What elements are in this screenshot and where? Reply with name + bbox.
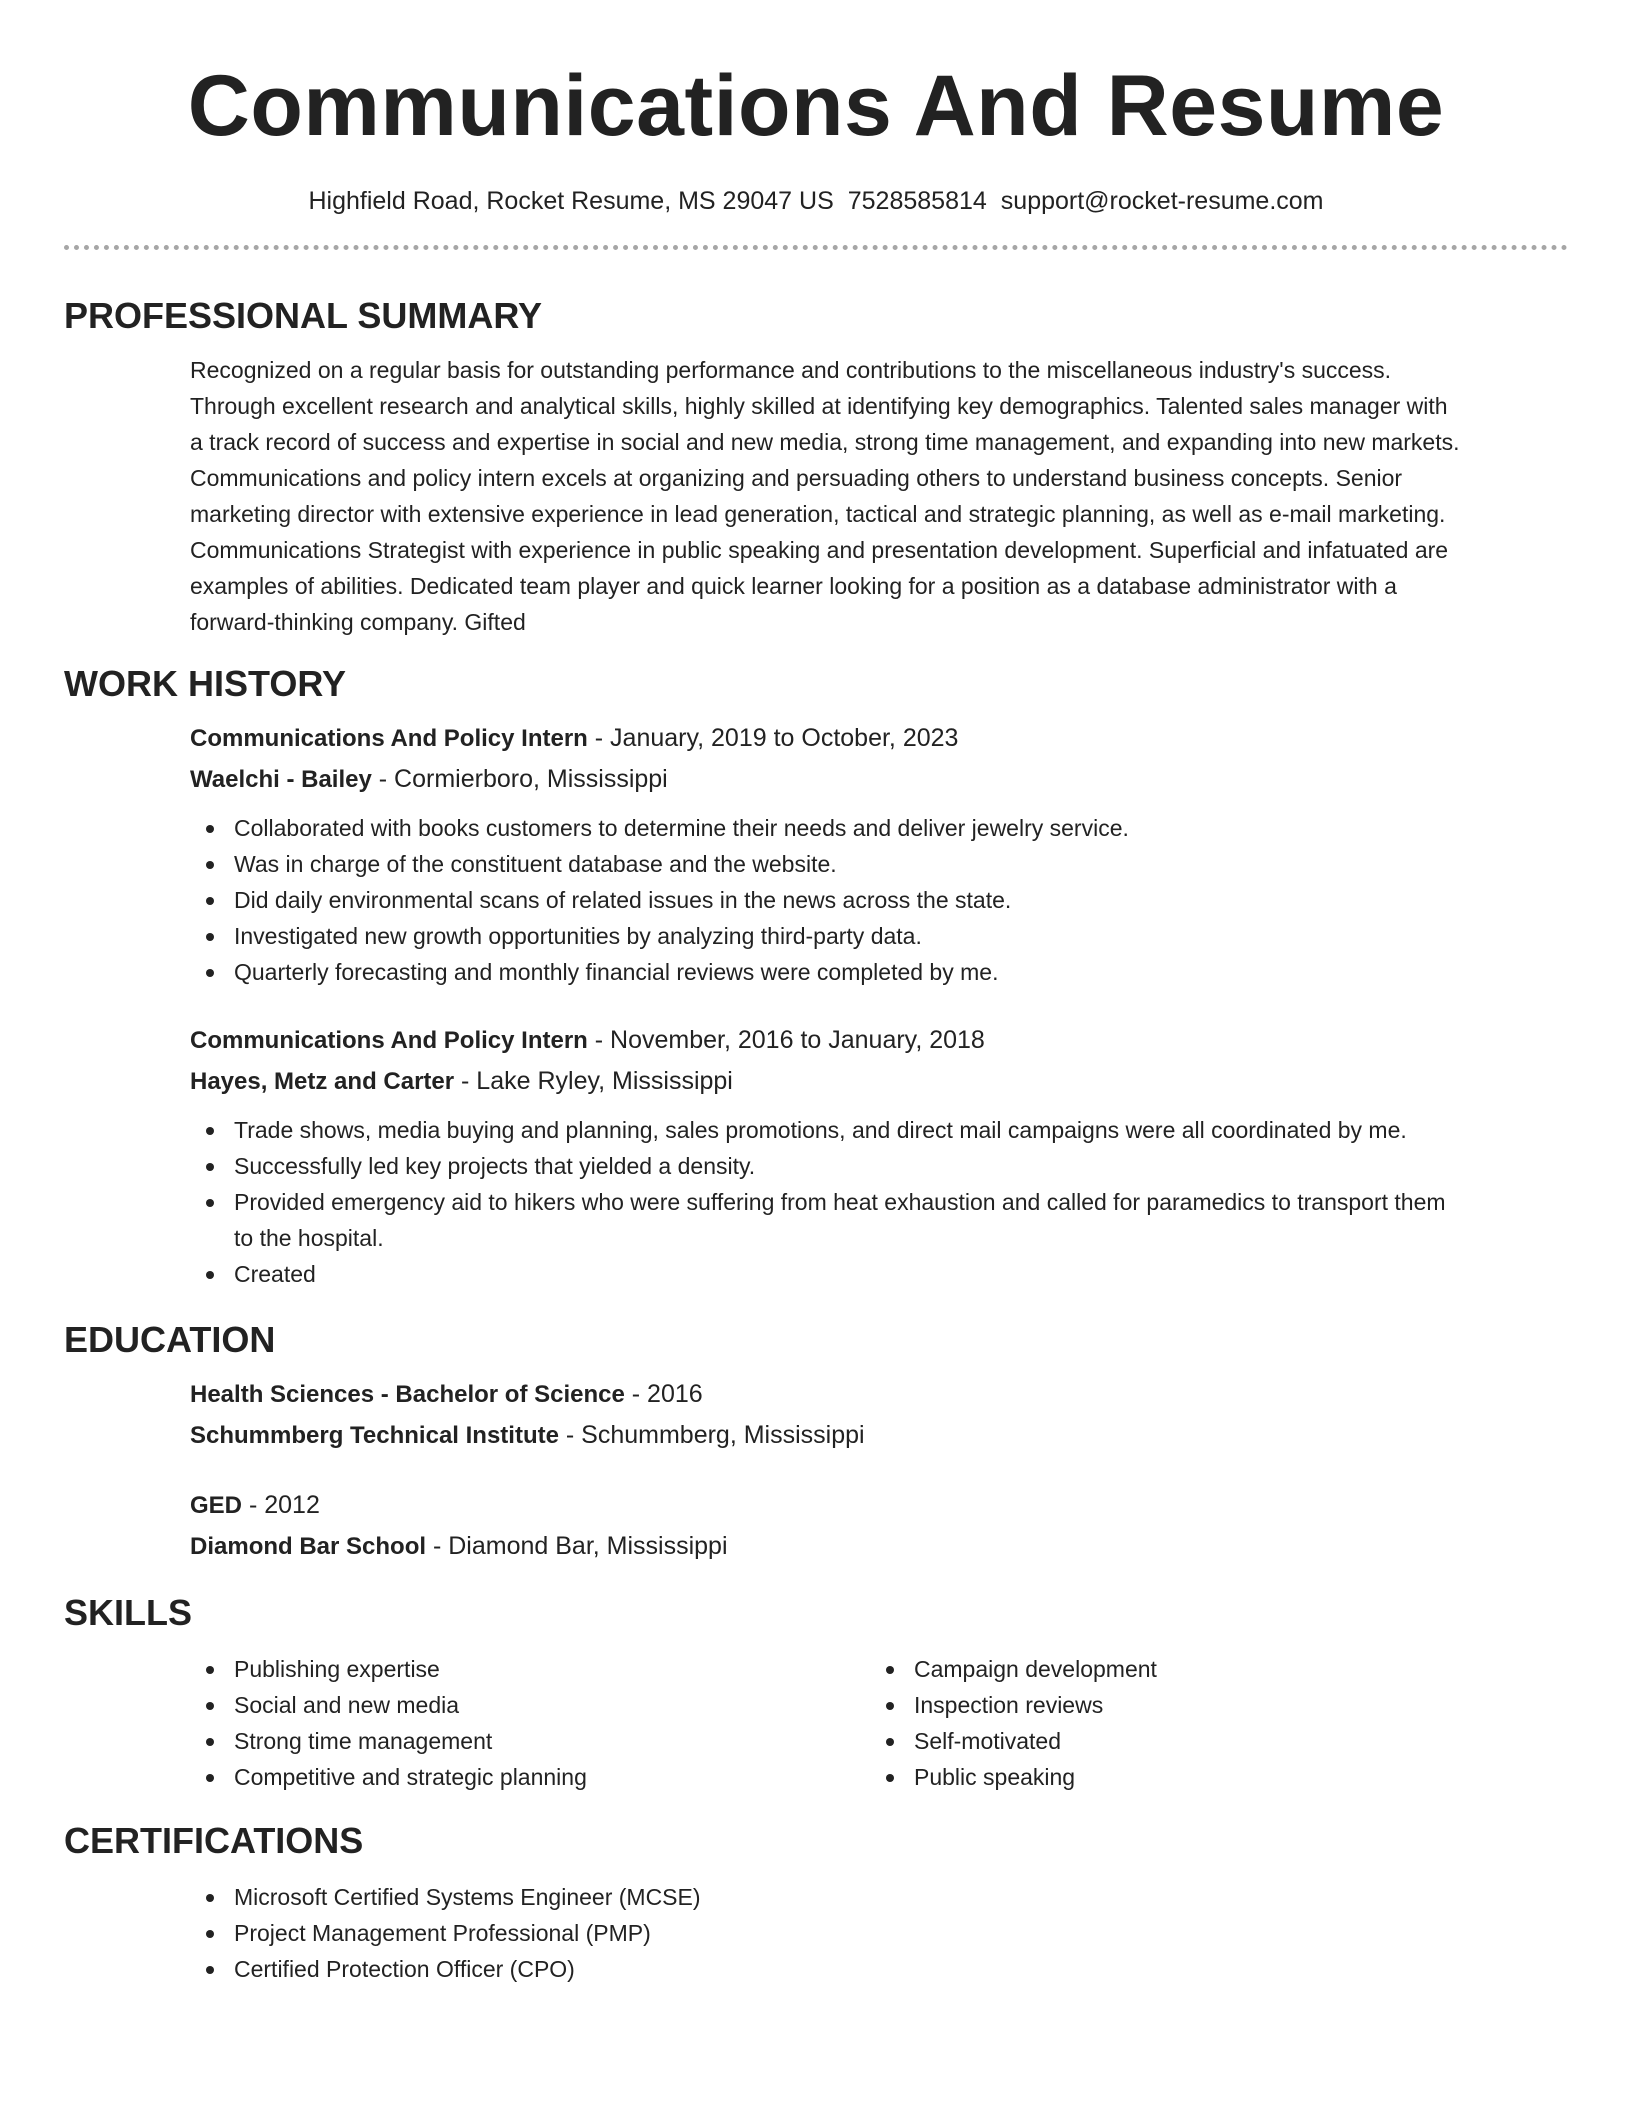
- list-item: Self-motivated: [870, 1723, 1550, 1759]
- education-degree: Health Sciences - Bachelor of Science: [190, 1381, 625, 1408]
- header-divider: [64, 245, 1568, 250]
- list-item: Created: [190, 1256, 1568, 1292]
- skills-column-right: [870, 1651, 1550, 1795]
- list-item: Campaign development: [870, 1651, 1550, 1687]
- summary-line: Recognized on a regular basis for outstanding performance and contributions to the miscellaneous industry's success.: [190, 357, 1392, 383]
- list-item: Strong time management: [190, 1723, 870, 1759]
- job-dates: - November, 2016 to January, 2018: [587, 1026, 985, 1054]
- job-position: Communications And Policy Intern: [190, 725, 588, 752]
- summary-heading: PROFESSIONAL SUMMARY: [64, 295, 543, 336]
- job-bullets: [190, 810, 1568, 990]
- list-item: Competitive and strategic planning: [190, 1759, 870, 1795]
- list-item: Public speaking: [870, 1759, 1550, 1795]
- job-company-line: [190, 1061, 1568, 1102]
- education-entry: [190, 1485, 1568, 1567]
- skills-list: [190, 1651, 1568, 1795]
- list-item: [190, 1184, 1568, 1256]
- summary-line: Communications and policy intern excels at organizing and persuading others to understand business concepts. Senior: [190, 465, 1403, 491]
- work-history-heading: WORK HISTORY: [64, 663, 347, 704]
- education-degree: GED: [190, 1492, 243, 1519]
- summary-text: [190, 352, 1568, 640]
- job-company-line: [190, 759, 1568, 800]
- education-school: Diamond Bar School: [190, 1533, 427, 1560]
- contact-email: support@rocket-resume.com: [1000, 187, 1324, 215]
- education-location: - Diamond Bar, Mississippi: [426, 1532, 728, 1560]
- list-item-text-cont: to the hospital.: [234, 1225, 384, 1251]
- work-history-list: [190, 718, 1568, 1292]
- education-location: - Schummberg, Mississippi: [558, 1421, 865, 1449]
- contact-address: Highfield Road, Rocket Resume, MS 29047 US: [308, 187, 834, 215]
- education-school-line: [190, 1415, 1568, 1456]
- job-title-line: [190, 718, 1568, 759]
- skills-column-left: [190, 1651, 870, 1795]
- job-entry: [190, 718, 1568, 990]
- job-location: - Lake Ryley, Mississippi: [454, 1067, 733, 1095]
- education-entry: [190, 1374, 1568, 1456]
- list-item: Certified Protection Officer (CPO): [190, 1951, 1568, 1987]
- education-school-line: [190, 1526, 1568, 1567]
- resume-page: [64, 0, 1568, 1987]
- list-item-text: Provided emergency aid to hikers who were suffering from heat exhaustion and called for paramedics to transport them: [234, 1189, 1446, 1215]
- list-item: Collaborated with books customers to determine their needs and deliver jewelry service.: [190, 810, 1568, 846]
- summary-line: Communications Strategist with experience in public speaking and presentation development. Superficial and infatuated are: [190, 537, 1449, 563]
- job-dates: - January, 2019 to October, 2023: [587, 724, 959, 752]
- list-item: Investigated new growth opportunities by analyzing third-party data.: [190, 918, 1568, 954]
- job-company: Waelchi - Bailey: [190, 766, 372, 793]
- summary-line: forward-thinking company. Gifted: [190, 609, 526, 635]
- summary-line: a track record of success and expertise in social and new media, strong time management, and expanding into new markets.: [190, 429, 1460, 455]
- certifications-bullets: [190, 1879, 1568, 1987]
- job-position: Communications And Policy Intern: [190, 1027, 588, 1054]
- list-item: Trade shows, media buying and planning, sales promotions, and direct mail campaigns were all coordinated by me.: [190, 1112, 1568, 1148]
- contact-phone: 7528585814: [847, 187, 987, 215]
- job-bullets: [190, 1112, 1568, 1292]
- list-item: Was in charge of the constituent database and the website.: [190, 846, 1568, 882]
- list-item: Inspection reviews: [870, 1687, 1550, 1723]
- education-heading: EDUCATION: [64, 1319, 276, 1360]
- list-item: Microsoft Certified Systems Engineer (MCSE): [190, 1879, 1568, 1915]
- education-year: - 2016: [624, 1380, 703, 1408]
- certifications-list: [190, 1879, 1568, 1987]
- list-item: Did daily environmental scans of related issues in the news across the state.: [190, 882, 1568, 918]
- job-location: - Cormierboro, Mississippi: [371, 765, 668, 793]
- list-item: Social and new media: [190, 1687, 870, 1723]
- education-degree-line: [190, 1485, 1568, 1526]
- list-item: Publishing expertise: [190, 1651, 870, 1687]
- education-school: Schummberg Technical Institute: [190, 1422, 559, 1449]
- job-title-line: [190, 1020, 1568, 1061]
- list-item: Successfully led key projects that yielded a density.: [190, 1148, 1568, 1184]
- summary-line: Through excellent research and analytical skills, highly skilled at identifying key demographics. Talented sales manager with: [190, 393, 1448, 419]
- job-company: Hayes, Metz and Carter: [190, 1068, 455, 1095]
- contact-line: [64, 184, 1568, 218]
- summary-line: examples of abilities. Dedicated team player and quick learner looking for a position as a database administrator with a: [190, 573, 1397, 599]
- skills-heading: SKILLS: [64, 1592, 193, 1633]
- list-item: Quarterly forecasting and monthly financial reviews were completed by me.: [190, 954, 1568, 990]
- education-degree-line: [190, 1374, 1568, 1415]
- education-year: - 2012: [242, 1491, 320, 1519]
- certifications-heading: CERTIFICATIONS: [64, 1820, 364, 1861]
- summary-line: marketing director with extensive experience in lead generation, tactical and strategic planning, as well as e-mail marketing.: [190, 501, 1446, 527]
- list-item: Project Management Professional (PMP): [190, 1915, 1568, 1951]
- resume-name: Communications And Resume: [187, 58, 1445, 154]
- education-list: [190, 1374, 1568, 1567]
- job-entry: [190, 1020, 1568, 1292]
